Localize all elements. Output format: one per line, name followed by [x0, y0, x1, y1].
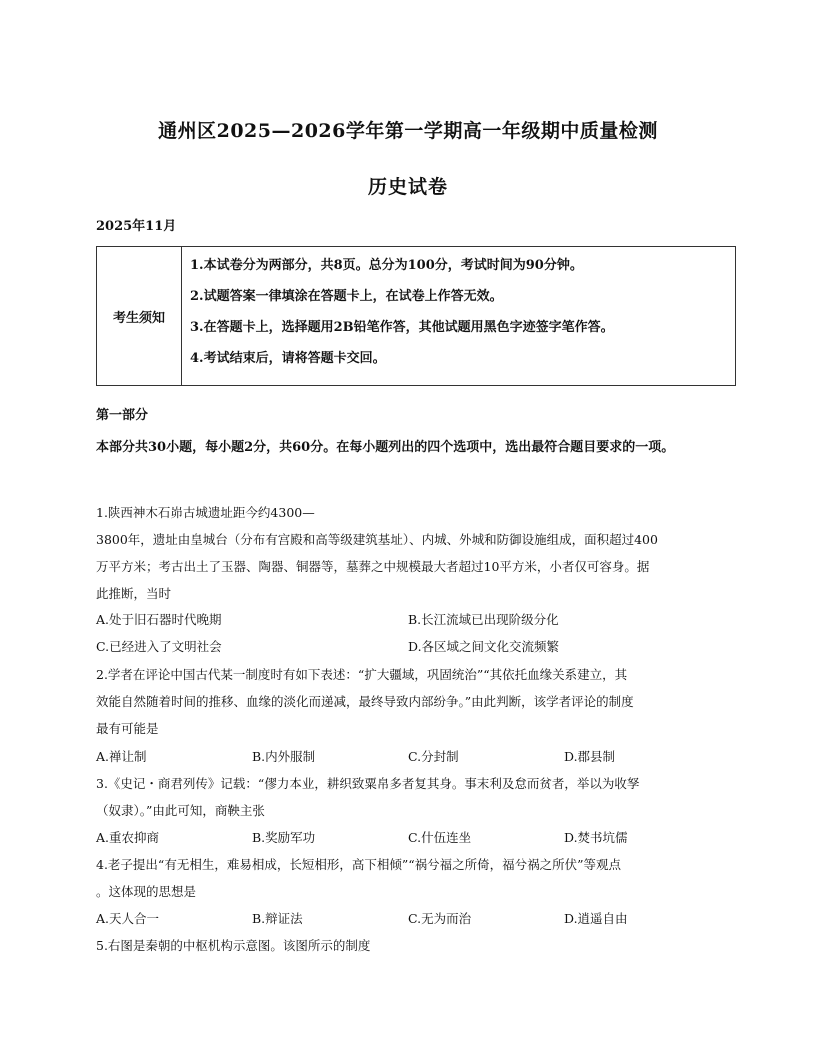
- section-instruction: 本部分共30小题，每小题2分，共60分。在每小题列出的四个选项中，选出最符合题目要求的一项。: [96, 440, 675, 455]
- option-d[interactable]: D.逍遥自由: [564, 911, 628, 926]
- option-d[interactable]: D.郡县制: [564, 749, 616, 764]
- question-1: [96, 499, 726, 607]
- option-b[interactable]: B.奖励军功: [252, 830, 316, 845]
- exam-title: 通州区2025—2026学年第一学期高一年级期中质量检测: [158, 120, 658, 142]
- notice-item: 1.本试卷分为两部分，共8页。总分为100分，考试时间为90分钟。: [190, 258, 583, 273]
- exam-subtitle: 历史试卷: [367, 176, 448, 198]
- section-title: 第一部分: [96, 408, 149, 423]
- question-4: [96, 851, 726, 905]
- notice-items: [182, 247, 614, 385]
- notice-table: [96, 246, 736, 386]
- question-line: 万平方米；考古出土了玉器、陶器、铜器等，墓葬之中规模最大者超过10平方米，小者仅可容身。据: [96, 559, 650, 574]
- notice-item: 3.在答题卡上，选择题用2B铅笔作答，其他试题用黑色字迹签字笔作答。: [190, 320, 614, 335]
- question-line: 2.学者在评论中国古代某一制度时有如下表述：“扩大疆域，巩固统治”“其依托血缘关系建立，其: [96, 667, 628, 682]
- notice-item: 2.试题答案一律填涂在答题卡上，在试卷上作答无效。: [190, 289, 503, 304]
- option-c[interactable]: C.已经进入了文明社会: [96, 639, 222, 654]
- question-1-options-row-1: [96, 606, 736, 633]
- option-b[interactable]: B.内外服制: [252, 749, 316, 764]
- question-2-options: [96, 743, 736, 770]
- option-c[interactable]: C.什伍连坐: [408, 830, 472, 845]
- question-line: 此推断，当时: [96, 586, 172, 601]
- question-2: [96, 661, 726, 742]
- option-a[interactable]: A.天人合一: [96, 911, 160, 926]
- option-c[interactable]: C.无为而治: [408, 911, 472, 926]
- question-3-options: [96, 824, 736, 851]
- option-a[interactable]: A.处于旧石器时代晚期: [96, 612, 222, 627]
- question-line: 。这体现的思想是: [96, 884, 197, 899]
- exam-date: 2025年11月: [96, 219, 177, 234]
- question-line: 3.《史记・商君列传》记载：“僇力本业，耕织致粟帛多者复其身。事末利及怠而贫者，举以为收孥: [96, 776, 640, 791]
- option-a[interactable]: A.重农抑商: [96, 830, 160, 845]
- notice-label: 考生须知: [97, 247, 182, 385]
- question-line: 4.老子提出“有无相生，难易相成，长短相形，高下相倾”“祸兮福之所倚，福兮祸之所伏”等观点: [96, 857, 621, 872]
- option-b[interactable]: B.辩证法: [252, 911, 303, 926]
- question-line: 1.陕西神木石峁古城遗址距今约4300—: [96, 505, 315, 520]
- question-line: 5.右图是秦朝的中枢机构示意图。该图所示的制度: [96, 938, 371, 953]
- question-line: 3800年，遗址由皇城台（分布有宫殿和高等级建筑基址）、内城、外城和防御设施组成，面积超过400: [96, 532, 658, 547]
- option-d[interactable]: D.焚书坑儒: [564, 830, 628, 845]
- question-line: （奴隶）。”由此可知，商鞅主张: [96, 803, 265, 818]
- notice-item: 4.考试结束后，请将答题卡交回。: [190, 351, 386, 366]
- question-5: [96, 932, 726, 959]
- option-d[interactable]: D.各区域之间文化交流频繁: [408, 639, 560, 654]
- option-c[interactable]: C.分封制: [408, 749, 459, 764]
- question-1-options-row-2: [96, 633, 736, 660]
- question-4-options: [96, 905, 736, 932]
- question-line: 最有可能是: [96, 721, 159, 736]
- question-line: 效能自然随着时间的推移、血缘的淡化而递减，最终导致内部纷争。”由此判断，该学者评论的制度: [96, 694, 634, 709]
- question-3: [96, 770, 726, 824]
- option-a[interactable]: A.禅让制: [96, 749, 147, 764]
- option-b[interactable]: B.长江流域已出现阶级分化: [408, 612, 559, 627]
